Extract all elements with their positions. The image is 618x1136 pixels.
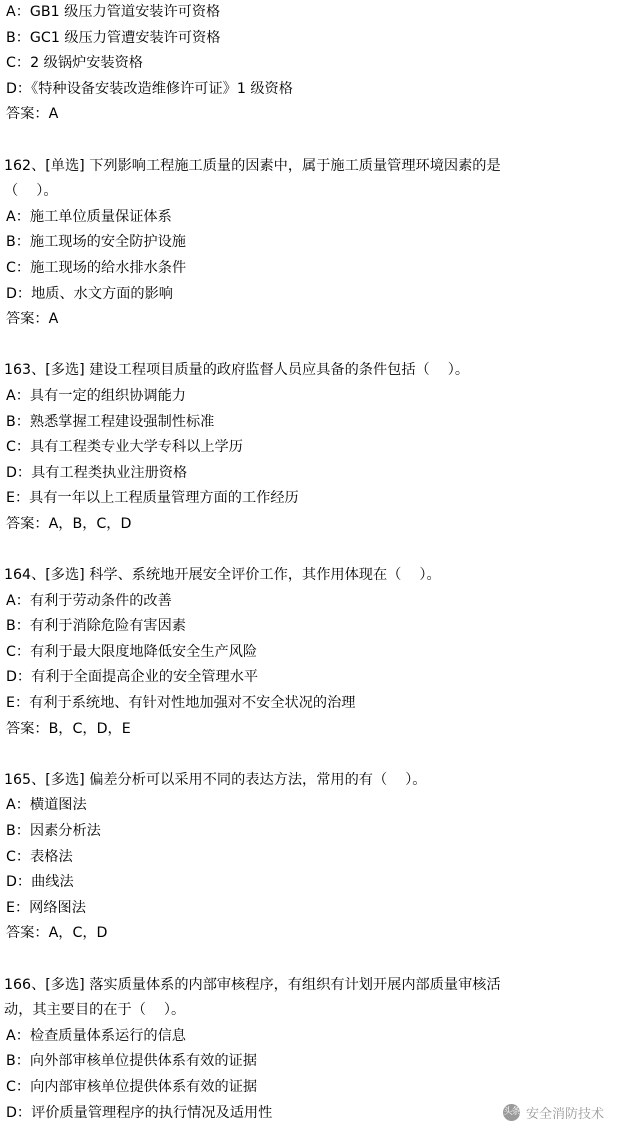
answer-option: A：横道图法 — [6, 797, 87, 814]
answer-key: 答案：A — [6, 106, 59, 123]
question-text: 166、[多选] 落实质量体系的内部审核程序，有组织有计划开展内部质量审核活 — [4, 976, 501, 993]
answer-option: A：具有一定的组织协调能力 — [6, 387, 186, 404]
answer-option: A：检查质量体系运行的信息 — [6, 1027, 186, 1044]
answer-option: D：有利于全面提高企业的安全管理水平 — [6, 669, 259, 686]
question-text-continued: 动，其主要目的在于（ ）。 — [4, 1002, 186, 1019]
answer-option: E：有利于系统地、有针对性地加强对不安全状况的治理 — [6, 695, 356, 712]
answer-option: E：具有一年以上工程质量管理方面的工作经历 — [6, 490, 299, 507]
answer-option: E：网络图法 — [6, 899, 86, 916]
answer-key: 答案：B，C，D，E — [6, 720, 131, 737]
answer-option: A：有利于劳动条件的改善 — [6, 592, 172, 609]
answer-option: B：向外部审核单位提供体系有效的证据 — [6, 1053, 257, 1070]
question-text: 165、[多选] 偏差分析可以采用不同的表达方法，常用的有（ ）。 — [4, 771, 427, 788]
answer-option: C：表格法 — [6, 848, 73, 865]
answer-option: C：有利于最大限度地降低安全生产风险 — [6, 643, 258, 660]
answer-option: A：施工单位质量保证体系 — [6, 208, 172, 225]
answer-key: 答案：A，B，C，D — [6, 515, 132, 532]
question-list — [4, 0, 612, 1126]
paragraph-spacer — [4, 742, 612, 768]
answer-option: B：有利于消除危险有害因素 — [6, 618, 186, 635]
answer-option: D：《特种设备安装改造维修许可证》1 级资格 — [6, 80, 293, 97]
question-text: 163、[多选] 建设工程项目质量的政府监督人员应具备的条件包括（ ）。 — [4, 362, 470, 379]
answer-option: D：地质、水文方面的影响 — [6, 285, 173, 302]
toutiao-logo-icon: 头条 — [503, 1104, 520, 1121]
answer-key: 答案：A，C，D — [6, 925, 108, 942]
answer-option: C：施工现场的给水排水条件 — [6, 259, 187, 276]
answer-option: C：向内部审核单位提供体系有效的证据 — [6, 1078, 258, 1095]
answer-option: D：曲线法 — [6, 874, 74, 891]
watermark-label: 安全消防技术 — [525, 1107, 604, 1122]
answer-option: C：2 级锅炉安装资格 — [6, 55, 143, 72]
question-text: 164、[多选] 科学、系统地开展安全评价工作，其作用体现在（ ）。 — [4, 567, 441, 584]
answer-option: A：GB1 级压力管道安装许可资格 — [6, 4, 221, 20]
question-text-continued: （ ）。 — [4, 183, 58, 200]
question-text: 162、[单选] 下列影响工程施工质量的因素中，属于施工质量管理环境因素的是 — [4, 157, 501, 174]
answer-option: B：GC1 级压力管遭安装许可资格 — [6, 29, 221, 46]
answer-option: D：具有工程类执业注册资格 — [6, 464, 188, 481]
paragraph-spacer — [4, 128, 612, 154]
answer-key: 答案：A — [6, 311, 59, 328]
answer-option: D：评价质量管理程序的执行情况及适用性 — [6, 1104, 273, 1121]
paragraph-spacer — [4, 537, 612, 563]
answer-option: B：熟悉掌握工程建设强制性标准 — [6, 413, 215, 430]
paragraph-spacer — [4, 947, 612, 973]
paragraph-spacer — [4, 333, 612, 359]
answer-option: B：因素分析法 — [6, 823, 101, 839]
watermark — [503, 1103, 604, 1122]
answer-option: B：施工现场的安全防护设施 — [6, 234, 186, 251]
answer-option: C：具有工程类专业大学专科以上学历 — [6, 439, 243, 456]
